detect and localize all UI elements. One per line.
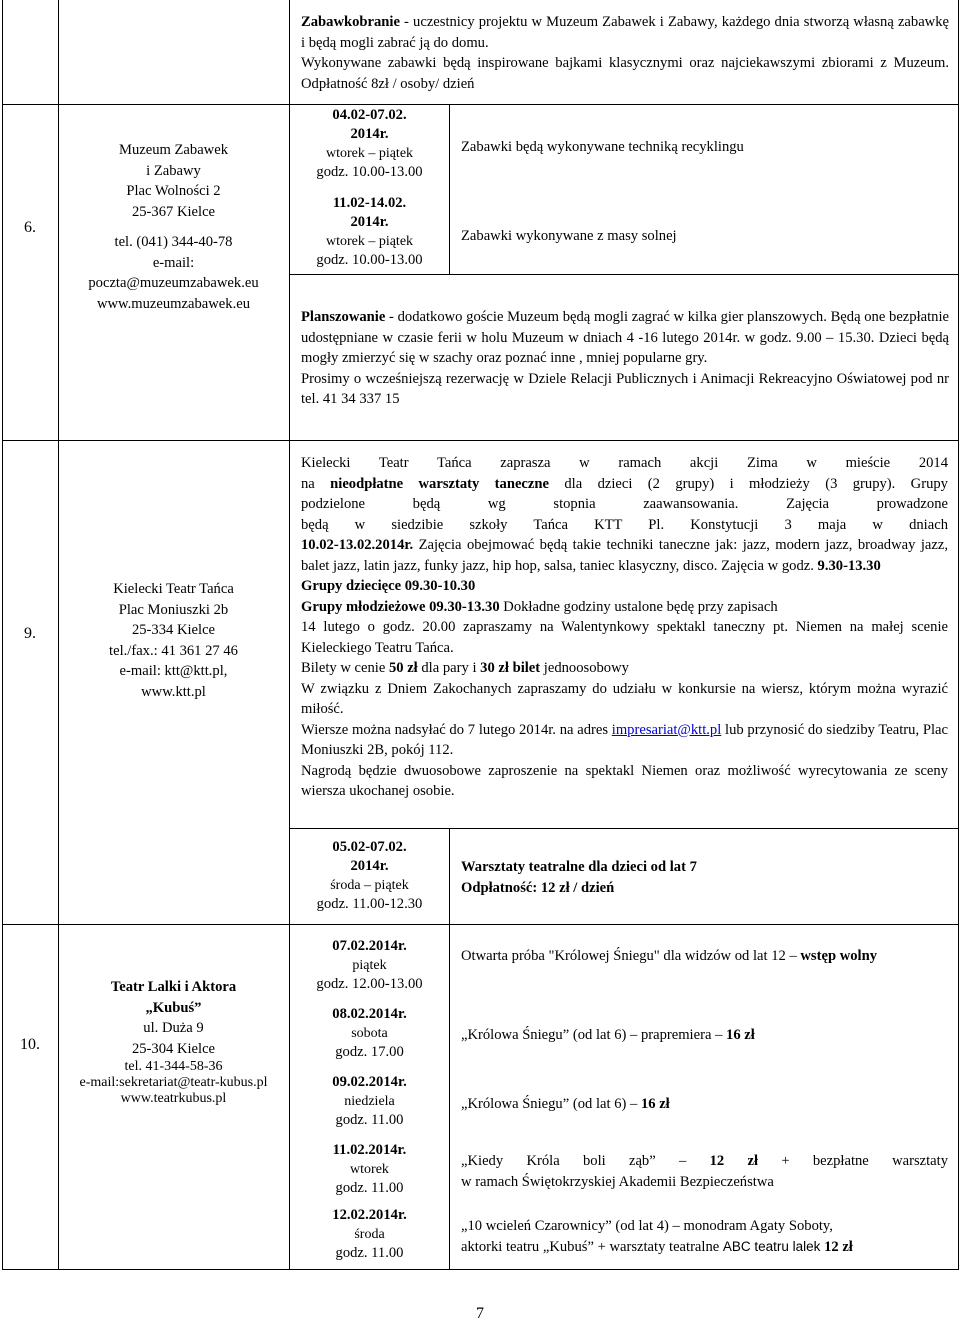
ktt-prize: Nagrodą będzie dwuosobowe zaproszenie na spektakl Niemen oraz możliwość wyrecytowania ze sceny wiersza ukochanej osobie.: [301, 762, 948, 799]
ktt-valentine: 14 lutego o godz. 20.00 zapraszamy na Walentynkowy spektakl taneczny pt. Niemen na małej scenie Kieleckiego Teatru Tańca.: [301, 619, 948, 656]
kubus-event-1: [461, 946, 948, 967]
event-hours: godz. 11.00: [335, 1112, 404, 1128]
event-day: środa: [354, 1227, 385, 1242]
event-text: aktorki teatru „Kubuś” + warsztaty teatralne: [461, 1238, 723, 1255]
dates-9: [290, 838, 449, 914]
event-date: 12.02.2014r.: [332, 1207, 407, 1223]
ktt-hours: 9.30-13.30: [817, 557, 881, 574]
event-line: „10 wcieleń Czarownicy” (od lat 4) – monodram Agaty Soboty,: [461, 1218, 833, 1234]
event-line: [461, 1237, 948, 1258]
institution-phone: tel./fax.: 41 361 27 46: [109, 642, 238, 659]
institution-phone: tel. 41-344-58-36: [124, 1059, 223, 1074]
table-border-right: [958, 0, 959, 1270]
date-year: 2014r.: [350, 858, 389, 874]
event-date: 07.02.2014r.: [332, 938, 407, 954]
event-day: sobota: [351, 1026, 388, 1041]
institution-postcode: 25-367 Kielce: [131, 203, 216, 220]
kubus-event-5: [461, 1216, 948, 1257]
ktt-price: 30 zł bilet: [480, 660, 541, 676]
date-range: 05.02-07.02.: [332, 839, 407, 855]
table-rule: [2, 104, 959, 105]
institution-name: Kielecki Teatr Tańca: [113, 581, 234, 597]
ktt-text: jednoosobowy: [540, 660, 629, 676]
ktt-paragraph: [301, 535, 948, 576]
dates-6-b: [290, 194, 449, 270]
row-number-6: 6.: [24, 219, 36, 236]
dates-10-1: [290, 937, 449, 994]
date-range: 11.02-14.02.: [332, 195, 407, 211]
date-year: 2014r.: [350, 126, 389, 142]
ktt-text: Wiersze można nadsyłać do 7 lutego 2014r. na adres: [301, 721, 612, 738]
salt-dough-desc: Zabawki wykonywane z masy solnej: [461, 228, 677, 244]
date-year: 2014r.: [350, 214, 389, 230]
ktt-group-youth-line: [301, 597, 948, 618]
zabawkobranie-cell: [301, 12, 949, 94]
ktt-announcement: [301, 453, 948, 802]
ktt-group-youth: Grupy młodzieżowe 09.30-13.30: [301, 598, 500, 615]
ktt-text: dla pary i: [417, 660, 481, 676]
date-days: wtorek – piątek: [325, 146, 414, 161]
row-number-10: 10.: [20, 1036, 40, 1053]
event-price: wstęp wolny: [800, 948, 878, 964]
page-number: 7: [476, 1305, 484, 1322]
table-rule: [289, 828, 959, 829]
planszowanie-title: Planszowanie: [301, 309, 386, 325]
ktt-line: będą w siedzibie szkoły Tańca KTT Pl. Konstytucji 3 maja w dniach: [301, 516, 948, 533]
event-hours: godz. 11.00: [335, 1245, 404, 1261]
event-price: 16 zł: [726, 1027, 755, 1043]
event-price: 16 zł: [640, 1096, 670, 1112]
dates-10-5: [290, 1206, 449, 1263]
planszowanie-desc: - dodatkowo goście Muzeum będą mogli zagrać w kilka gier planszowych. Będą one bezpłatnie udostępniane w czasie ferii w holu Muzeum w dniach 4 -16 lutego 2014r. w godz. 9.00 – 15.30. Dzieci będą mogły zmierzyć się w szachy oraz poznać inne , mniej popularne gry.: [301, 309, 949, 366]
theatre-workshops: [461, 857, 941, 898]
table-rule: [289, 274, 959, 275]
institution-name: i Zabawy: [146, 162, 201, 179]
table-divider-dates-6: [449, 104, 450, 274]
zabawkobranie-text: [301, 12, 949, 53]
event-hours: godz. 17.00: [335, 1044, 404, 1060]
institution-muzeum: [58, 140, 289, 314]
workshops-fee: Odpłatność: 12 zł / dzień: [461, 879, 615, 896]
event-text: „Kiedy Króla boli ząb” –: [461, 1153, 710, 1169]
ktt-workshops-highlight: nieodpłatne warsztaty taneczne: [330, 475, 549, 492]
ktt-text: Dokładne godziny ustalone będę przy zapisach: [499, 598, 778, 615]
kubus-event-3: [461, 1094, 948, 1115]
planszowanie-text: [301, 307, 949, 369]
event-text: Otwarta próba "Królowej Śniegu" dla widzów od lat 12 –: [461, 948, 801, 964]
ktt-text: na: [301, 475, 331, 492]
institution-postcode: 25-334 Kielce: [131, 622, 216, 638]
institution-email-label: e-mail:: [152, 254, 195, 271]
ktt-line: Kielecki Teatr Tańca zaprasza w ramach akcji Zima w mieście 2014: [301, 455, 948, 471]
institution-name: Muzeum Zabawek: [118, 142, 228, 158]
institution-website: www.muzeumzabawek.eu: [96, 295, 251, 312]
ktt-contest-address: [301, 720, 948, 761]
dates-6-a: [290, 106, 449, 182]
date-hours: godz. 10.00-13.00: [316, 252, 423, 268]
date-days: środa – piątek: [330, 878, 409, 893]
event-text: „Królowa Śniegu” (od lat 6) – prapremiera –: [461, 1027, 727, 1043]
table-rule: [2, 924, 959, 925]
ktt-price: 50 zł: [388, 660, 418, 676]
institution-postcode: 25-304 Kielce: [131, 1040, 216, 1057]
ktt-line: podzielone będą wg stopnia zaawansowania. Zajęcia prowadzone: [301, 496, 948, 512]
planszowanie-reservation: Prosimy o wcześniejszą rezerwację w Dziele Relacji Publicznych i Animacji Rekreacyjno Oświatowej pod nr tel. 41 34 337 15: [301, 370, 949, 407]
institution-address: Plac Moniuszki 2b: [118, 601, 229, 618]
institution-email: e-mail: ktt@ktt.pl,: [119, 663, 228, 679]
table-divider-dates-9: [449, 828, 450, 1270]
institution-website: www.teatrkubus.pl: [120, 1091, 227, 1106]
event-day: piątek: [352, 958, 387, 973]
kubus-event-4: [461, 1151, 948, 1192]
kubus-event-2: [461, 1025, 948, 1046]
ktt-dates: 10.02-13.02.2014r.: [301, 537, 414, 553]
event-price: 12 zł: [709, 1153, 759, 1169]
planszowanie-cell: [301, 307, 949, 410]
event-text: ABC teatru lalek: [722, 1238, 821, 1254]
ktt-tickets: [301, 658, 948, 679]
event-text: „Królowa Śniegu” (od lat 6) –: [461, 1096, 641, 1112]
recycling-desc: Zabawki będą wykonywane techniką recyklingu: [461, 139, 744, 155]
ktt-text: lub przynosić do siedziby Teatru, Plac Moniuszki 2B, pokój 112.: [301, 721, 948, 758]
ktt-contest: W związku z Dniem Zakochanych zapraszamy do udziału w konkursie na wiersz, którym można wyrazić miłość.: [301, 680, 948, 717]
institution-address: Plac Wolności 2: [126, 183, 221, 199]
event-date: 09.02.2014r.: [332, 1074, 407, 1090]
dates-10-3: [290, 1073, 449, 1130]
event-day: wtorek: [350, 1162, 389, 1177]
date-hours: godz. 10.00-13.00: [316, 164, 423, 180]
impresariat-email-link[interactable]: impresariat@ktt.pl: [611, 721, 722, 738]
institution-phone: tel. (041) 344-40-78: [114, 234, 233, 250]
table-rule: [2, 1269, 959, 1270]
event-day: niedziela: [344, 1094, 395, 1109]
event-date: 08.02.2014r.: [332, 1006, 407, 1022]
institution-ktt: [58, 579, 289, 702]
institution-website: www.ktt.pl: [141, 683, 206, 700]
ktt-line: [301, 474, 948, 495]
date-range: 04.02-07.02.: [332, 107, 407, 123]
workshops-title: Warsztaty teatralne dla dzieci od lat 7: [461, 859, 697, 875]
dates-10-4: [290, 1141, 449, 1198]
zabawkobranie-title: Zabawkobranie: [301, 14, 400, 30]
zabawkobranie-desc: - uczestnicy projektu w Muzeum Zabawek i Zabawy, każdego dnia stworzą własną zabawkę i będą mogli zabrać ją do domu.: [301, 14, 949, 51]
event-date: 11.02.2014r.: [332, 1142, 407, 1158]
event-line: w ramach Świętokrzyskiej Akademii Bezpieczeństwa: [461, 1173, 774, 1190]
date-hours: godz. 11.00-12.30: [316, 896, 423, 912]
zabawkobranie-p2: Wykonywane zabawki będą inspirowane bajkami klasycznymi oraz najciekawszymi zbiorami z Muzeum. Odpłatność 8zł / osoby/ dzień: [301, 55, 949, 92]
dates-10-2: [290, 1005, 449, 1062]
event-line: [461, 1151, 948, 1172]
table-rule: [2, 440, 959, 441]
institution-email: e-mail:sekretariat@teatr-kubus.pl: [79, 1075, 268, 1090]
ktt-group-children: Grupy dziecięce 09.30-10.30: [301, 578, 476, 594]
institution-name: Teatr Lalki i Aktora: [110, 979, 237, 995]
event-hours: godz. 12.00-13.00: [316, 976, 423, 992]
row-number-9: 9.: [24, 625, 36, 642]
institution-name: „Kubuś”: [145, 999, 202, 1016]
institution-address: ul. Duża 9: [143, 1020, 204, 1036]
institution-email: poczta@muzeumzabawek.eu: [88, 275, 259, 291]
event-hours: godz. 11.00: [335, 1180, 404, 1196]
ktt-text: Zajęcia obejmować będą takie techniki taneczne jak: jazz, modern jazz, broadway jazz, balet jazz, latin jazz, funky jazz, hip hop, salsa, taniec klasyczny, disco. Zajęcia w godz.: [301, 537, 948, 574]
event-price: 12 zł: [820, 1238, 853, 1255]
ktt-text: Bilety w cenie: [301, 660, 389, 676]
event-text: + bezpłatne warsztaty: [758, 1153, 949, 1169]
date-days: wtorek – piątek: [325, 234, 414, 249]
institution-kubus: [58, 977, 289, 1107]
ktt-text: dla dzieci (2 grupy) i młodzieży (3 grupy). Grupy: [548, 475, 948, 492]
